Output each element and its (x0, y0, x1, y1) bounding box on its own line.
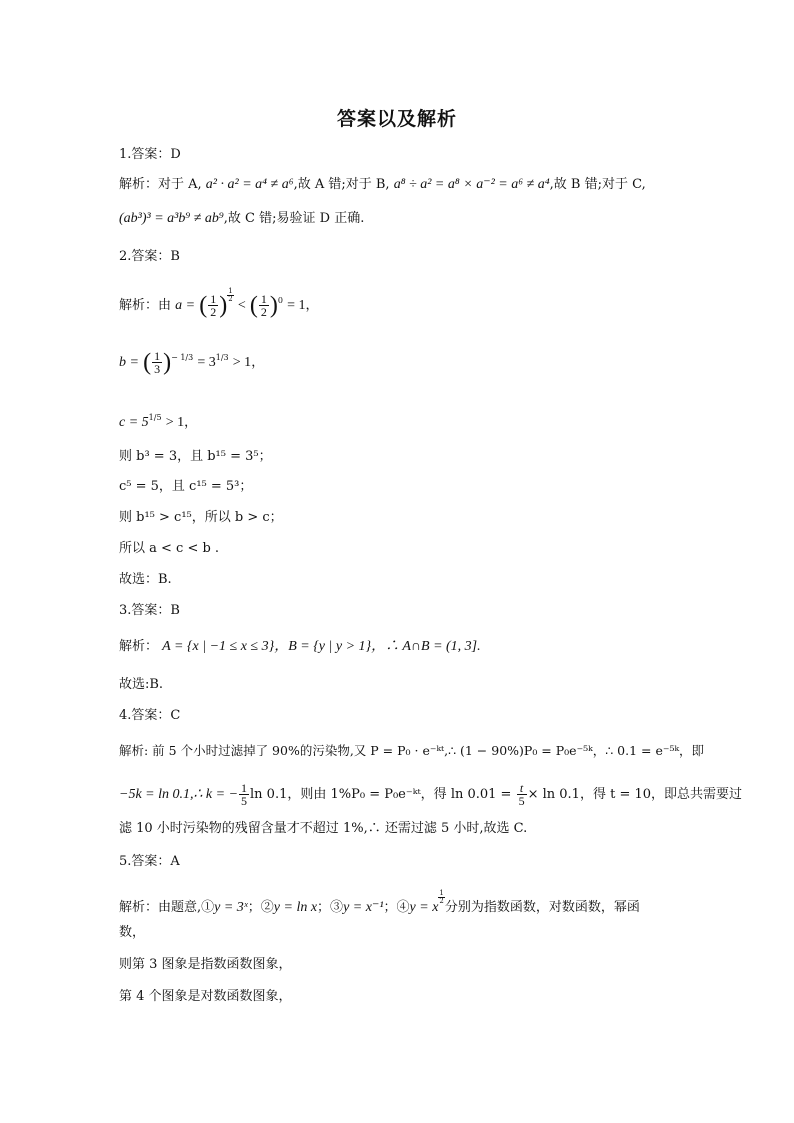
q2-explanation-line1: 解析：由 a = ( $\frac{1}{2}$ ) $\frac{1}{2}$ < ( $\frac{1}{2}$ )$^0$ = 1， (119, 287, 319, 319)
q2-l2-end: > 1 (232, 355, 252, 370)
q1-explanation-line2 (119, 212, 364, 226)
q3-l1-math: A = {x | −1 ≤ x ≤ 3}，B = {y | y > 1}，∴ A∩B = (1, 3]. (162, 639, 481, 654)
q2-line8: 故选：B. (119, 572, 172, 587)
q2-l3-c: c = 5 (119, 415, 149, 430)
q2-answer: 2.答案：B (119, 249, 180, 264)
q5-formula-3: y = x⁻¹ (343, 900, 384, 915)
q2-exp-a: $\frac{1}{2}$ (228, 287, 233, 303)
q1-l1-formula-1: a² · a² = a⁴ ≠ a⁶ (205, 177, 294, 192)
q2-l1-prefix: 解析：由 (119, 298, 172, 313)
q2-explanation-line3 (119, 414, 197, 430)
q5-formula-2: y = ln x (273, 900, 318, 915)
q5-formula-1: y = 3ˣ (214, 900, 248, 915)
q4-l2-a: −5k = ln 0.1,∴ k = − (119, 787, 239, 802)
q3-explanation-line1 (119, 640, 481, 654)
q2-third-fraction: $\frac{1}{3}$ (154, 349, 161, 376)
q1-answer: 1.答案：D (119, 147, 181, 162)
q2-line6: 则 b¹⁵ > c¹⁵，所以 b > c； (119, 510, 283, 525)
q5-l1-a: 解析：由题意,① (119, 900, 215, 915)
q2-line5: c⁵ = 5，且 c¹⁵ = 5³； (119, 479, 253, 494)
q5-line4: 第 4 个图象是对数函数图象， (119, 989, 292, 1004)
q4-l2-b: ln 0.1，则由 1%P₀ = P₀e⁻ᵏᵗ，得 ln 0.01 = (250, 787, 512, 802)
q5-answer: 5.答案：A (119, 854, 180, 869)
q2-half-fraction: $\frac{1}{2}$ (210, 292, 217, 319)
q1-l2-formula: (ab³)³ = a³b⁹ ≠ ab⁹ (119, 211, 224, 226)
q4-answer: 4.答案：C (119, 708, 181, 723)
q5-formula-4: y = x (409, 900, 439, 915)
q1-l1-text-c: ,故 B 错;对于 C, (549, 177, 646, 192)
q2-half-fraction-2: $\frac{1}{2}$ (260, 292, 267, 319)
q1-explanation-line1 (119, 178, 646, 192)
q5-l1-e: 分别为指数函数，对数函数，幂函 (444, 900, 640, 915)
q2-l1-comma: ， (305, 298, 319, 313)
q4-line3: 滤 10 小时污染物的残留含量才不超过 1%,∴ 还需过滤 5 小时,故选 C. (119, 821, 528, 836)
q3-answer: 3.答案：B (119, 603, 180, 618)
q2-exp-c: 1/5 (148, 413, 162, 422)
q1-l1-text-a: 解析：对于 A, (119, 177, 202, 192)
q4-fraction-one-fifth: $\frac{1}{5}$ (241, 781, 248, 808)
q4-l2-c: × ln 0.1，得 t = 10，即总共需要过 (527, 787, 743, 802)
q2-l2-b: b = (119, 355, 139, 370)
q2-exp-b: − 1/3 (171, 353, 194, 362)
q1-l2-text: ,故 C 错;易验证 D 正确. (223, 211, 365, 226)
q5-exp-half: $\frac{1}{2}$ (439, 889, 444, 905)
q5-explanation-line1 (119, 890, 640, 915)
q1-l1-formula-2: a⁸ ÷ a² = a⁸ × a⁻² = a⁶ ≠ a⁴ (393, 177, 550, 192)
q2-exp-b2: 1/3 (215, 353, 229, 362)
q5-l1-c: ；③ (317, 900, 344, 915)
q3-line2: 故选:B. (119, 677, 164, 692)
q4-explanation-line2 (119, 782, 742, 807)
page-title: 答案以及解析 (336, 108, 457, 130)
q4-explanation-line1: 解析: 前 5 个小时过滤掉了 90%的污染物,又 P = P₀ · e⁻ᵏᵗ,∴ (1 − 90%)P₀ = P₀e⁻⁵ᵏ，∴ 0.1 = e⁻⁵ᵏ，即 (119, 743, 705, 758)
q5-line2: 数， (119, 925, 146, 940)
q2-l1-less: < (237, 298, 246, 313)
q2-exp-zero: 0 (277, 296, 283, 305)
q5-l1-b: ；② (247, 900, 274, 915)
q2-line4: 则 b³ = 3，且 b¹⁵ = 3⁵； (119, 449, 272, 464)
q2-l3-comma: ， (184, 415, 198, 430)
q4-fraction-t-fifth: $\frac{t}{5}$ (518, 781, 525, 808)
q2-line7: 所以 a < c < b . (119, 541, 220, 556)
q2-l2-mid: = 3 (197, 355, 216, 370)
q1-l1-text-b: ,故 A 错;对于 B, (293, 177, 390, 192)
q2-explanation-line2: b = ( $\frac{1}{3}$ )$^{- 1/3} = 3^{1/3} > 1$， (119, 349, 265, 376)
q2-l1-end: = 1 (287, 298, 306, 313)
q2-l2-comma: ， (251, 355, 265, 370)
q2-l1-a: a = (175, 298, 196, 313)
q2-l3-end: > 1 (165, 415, 185, 430)
q5-l1-d: ；④ (383, 900, 410, 915)
q3-l1-prefix: 解析： (119, 639, 159, 654)
q5-line3: 则第 3 图象是指数函数图象， (119, 957, 292, 972)
